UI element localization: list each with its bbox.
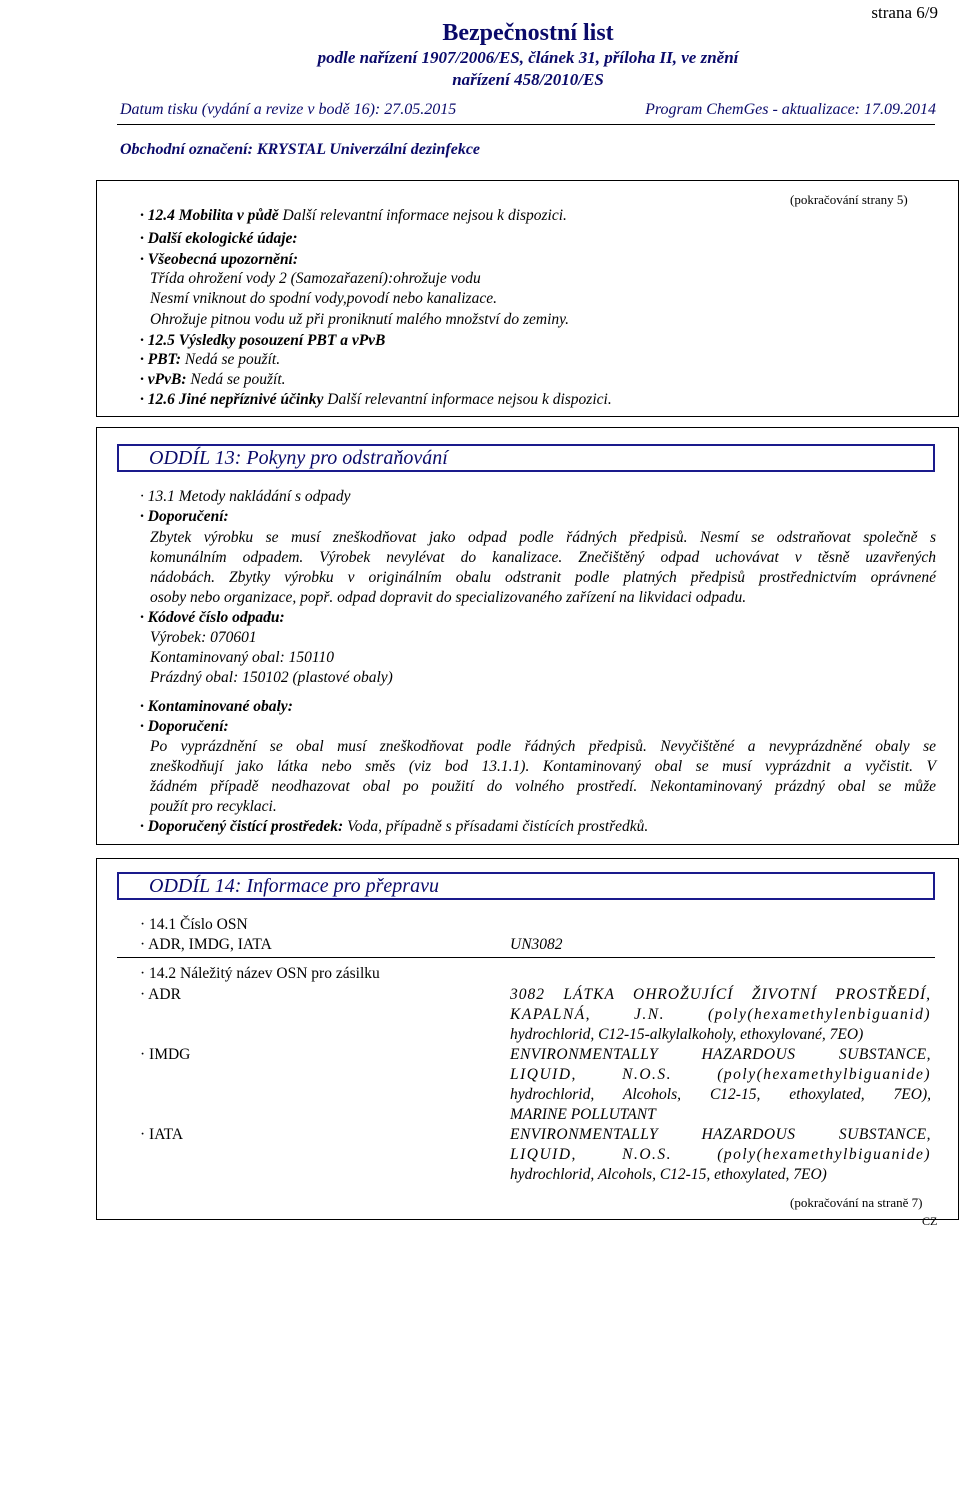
s14-h3: · 14.2 Náležitý název OSN pro zásilku	[140, 965, 380, 982]
s13-p2: komunálním odpadem. Výrobek nevylévat do kanalizace. Znečištěný odpad uchovávat v těsně uzavřených	[150, 549, 936, 566]
waste-code-product: Výrobek: 070601	[150, 629, 257, 646]
cleaning-agent-label: · Doporučený čistící prostředek:	[140, 818, 344, 835]
language-code: CZ	[922, 1214, 938, 1228]
program-version: Program ChemGes - aktualizace: 17.09.2014	[645, 101, 936, 118]
s14-h1: · 14.1 Číslo OSN	[140, 916, 248, 933]
s12-4-heading: · 12.4 Mobilita v půdě	[140, 207, 279, 224]
s12-line-8	[140, 350, 280, 369]
trade-name: Obchodní označení: KRYSTAL Univerzální dezinfekce	[120, 141, 481, 158]
waste-code-contaminated: Kontaminovaný obal: 150110	[150, 649, 334, 666]
s13-p3: nádobách. Zbytky výrobku v originálním obalu odstranit podle platných předpisů prostřednictvím oprávnené	[150, 569, 936, 586]
pbt-label: · PBT:	[140, 351, 182, 368]
section-13-title-bar	[117, 444, 935, 472]
s13-h1: · 13.1 Metody nakládání s odpady	[140, 488, 351, 505]
s14-h2: · ADR, IMDG, IATA	[140, 936, 272, 953]
continued-from: (pokračování strany 5)	[790, 192, 908, 207]
s12-line-4: Třída ohrožení vody 2 (Samozařazení):ohrožuje vodu	[150, 270, 481, 287]
vpvb-value: Nedá se použít.	[186, 371, 286, 388]
s13-cleaning-agent	[140, 817, 648, 836]
section-14-title-bar	[117, 872, 935, 900]
iata-label: · IATA	[140, 1126, 184, 1143]
s13-h4: · Kontaminované obaly:	[140, 698, 293, 715]
imdg-name-1: ENVIRONMENTALLY HAZARDOUS SUBSTANCE,	[510, 1046, 931, 1063]
iata-name-1: ENVIRONMENTALLY HAZARDOUS SUBSTANCE,	[510, 1126, 931, 1143]
cleaning-agent-text: Voda, případně s přísadami čistících prostředků.	[343, 818, 649, 835]
s13-h2: · Doporučení:	[140, 508, 229, 525]
s12-4-text: Další relevantní informace nejsou k dispozici.	[278, 207, 567, 224]
un-number: UN3082	[510, 936, 563, 953]
pbt-value: Nedá se použít.	[181, 351, 281, 368]
iata-name-2: LIQUID, N.O.S. (poly(hexamethylbiguanide)	[510, 1146, 931, 1163]
s13-q2: zneškodňují jako látka nebo směs (viz bod 13.1.1). Kontaminovaný obal se musí vyprázdnit a vyčistit. V	[150, 758, 936, 775]
s12-line-1	[140, 206, 567, 225]
page-number: strana 6/9	[871, 3, 938, 22]
document-title: Bezpečnostní list	[442, 20, 614, 46]
s13-q3: žádném případě neodhazovat obal po použití do volného prostředí. Nekontaminovaný prázdný obal se může	[150, 778, 936, 795]
adr-name-2: KAPALNÁ, J.N. (poly(hexamethylenbiguanid)	[510, 1006, 931, 1023]
section-13-title: ODDÍL 13: Pokyny pro odstraňování	[149, 447, 448, 469]
s12-line-3: · Všeobecná upozornění:	[140, 251, 299, 268]
adr-label: · ADR	[140, 986, 181, 1003]
imdg-name-3: hydrochlorid, Alcohols, C12-15, ethoxylated, 7EO),	[510, 1086, 931, 1103]
regulation-line-1: podle nařízení 1907/2006/ES, článek 31, příloha II, ve znění	[317, 48, 739, 67]
s12-line-7: · 12.5 Výsledky posouzení PBT a vPvB	[140, 332, 386, 349]
section-14-title: ODDÍL 14: Informace pro přepravu	[149, 875, 439, 897]
s12-line-6: Ohrožuje pitnou vodu už při proniknutí malého množství do zeminy.	[150, 311, 570, 328]
s13-h5: · Doporučení:	[140, 718, 229, 735]
adr-name-1: 3082 LÁTKA OHROŽUJÍCÍ ŽIVOTNÍ PROSTŘEDÍ,	[510, 986, 931, 1003]
s12-line-10	[140, 390, 612, 409]
vpvb-label: · vPvB:	[140, 371, 187, 388]
imdg-name-2: LIQUID, N.O.S. (poly(hexamethylbiguanide)	[510, 1066, 931, 1083]
adr-name-3: hydrochlorid, C12-15-alkylalkoholy, ethoxylované, 7EO)	[510, 1026, 864, 1043]
s12-line-2: · Další ekologické údaje:	[140, 230, 298, 247]
s12-line-5: Nesmí vniknout do spodní vody,povodí nebo kanalizace.	[150, 290, 497, 307]
s13-q1: Po vyprázdnění se obal musí zneškodňovat podle řádných předpisů. Nevyčištěné a nevyprázdněné obaly se	[150, 738, 936, 755]
continued-on: (pokračování na straně 7)	[790, 1195, 923, 1210]
separator-14-1	[117, 957, 935, 958]
iata-name-3: hydrochlorid, Alcohols, C12-15, ethoxylated, 7EO)	[510, 1166, 827, 1183]
header-rule	[117, 124, 935, 125]
s13-h3: · Kódové číslo odpadu:	[140, 609, 285, 626]
s12-6-text: Další relevantní informace nejsou k dispozici.	[323, 391, 612, 408]
print-date: Datum tisku (vydání a revize v bodě 16): 27.05.2015	[120, 101, 457, 118]
waste-code-empty: Prázdný obal: 150102 (plastové obaly)	[150, 669, 393, 686]
s12-line-9	[140, 370, 286, 389]
regulation-line-2: nařízení 458/2010/ES	[452, 70, 604, 89]
s13-p1: Zbytek výrobku se musí zneškodňovat jako odpad podle řádných předpisů. Nesmí se odstraňovat společně s	[150, 529, 936, 546]
imdg-name-4: MARINE POLLUTANT	[510, 1106, 656, 1123]
s13-p4: osoby nebo organizace, popř. odpad dopravit do specializovaného zařízení na likvidaci odpadu.	[150, 589, 747, 606]
imdg-label: · IMDG	[140, 1046, 191, 1063]
s12-6-heading: · 12.6 Jiné nepříznivé účinky	[140, 391, 324, 408]
s13-q4: použít pro recyklaci.	[150, 798, 277, 815]
